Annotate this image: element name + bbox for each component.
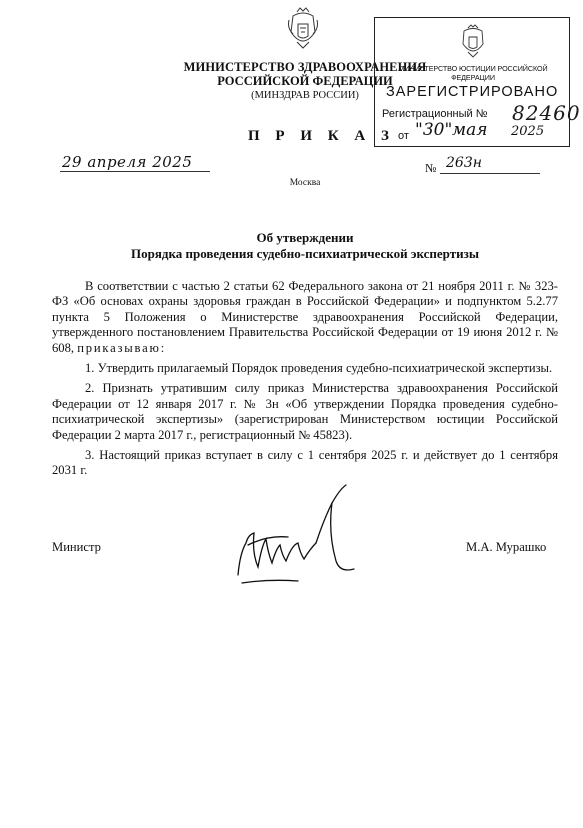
stamp-registration-label: Регистрационный №: [382, 108, 488, 120]
coat-of-arms-emblem: [285, 6, 321, 52]
item-1-paragraph: 1. Утвердить прилагаемый Порядок проведения судебно-психиатрической экспертизы.: [85, 361, 553, 376]
ministry-short-name: (МИНЗДРАВ РОССИИ): [251, 90, 359, 101]
order-title-line2: Порядка проведения судебно-психиатрической экспертизы: [131, 246, 479, 261]
stamp-date-month: мая: [452, 120, 488, 140]
preamble-text: В соответствии с частью 2 статьи 62 Федерального закона от 21 ноября 2011 г. № 323-ФЗ «Об основах охраны здоровья граждан в Российской Федерации» и подпунктом 5.2.77 пункта 5 Положения о Министерстве здравоохранения Российской Федерации, утвержденного постановлением Правительства Российской Федерации от 19 июня 2012 г. № 608,: [52, 279, 558, 355]
stamp-date-year: 2025: [511, 124, 545, 139]
order-body: [52, 279, 558, 484]
handwritten-signature: [228, 483, 364, 593]
stamp-emblem-icon: [458, 23, 488, 59]
stamp-organization: МИНИСТЕРСТВО ЮСТИЦИИ РОССИЙСКОЙ ФЕДЕРАЦИИ: [398, 64, 548, 82]
stamp-date-day: "30": [415, 120, 453, 140]
date-underline: [60, 171, 210, 172]
order-date: 29 апреля 2025: [62, 153, 193, 171]
decree-word: приказываю:: [77, 340, 167, 355]
stamp-date-prefix: от: [398, 130, 409, 142]
signer-name: М.А. Мурашко: [466, 540, 547, 554]
ministry-name-line2: РОССИЙСКОЙ ФЕДЕРАЦИИ: [217, 74, 393, 88]
order-number-sign: №: [425, 161, 437, 175]
item-2-paragraph: 2. Признать утратившим силу приказ Министерства здравоохранения Российской Федерации от 12 января 2017 г. № 3н «Об утверждении Порядка проведения судебно-психиатрической экспертизы» (зарегистрирован Министерством юстиции Российской Федерации 2 марта 2017 г., регистрационный № 45823).: [52, 381, 558, 442]
item-3-paragraph: 3. Настоящий приказ вступает в силу с 1 сентября 2025 г. и действует до 1 сентября 2031 г.: [52, 448, 558, 478]
order-number: 263н: [446, 155, 482, 171]
preamble-paragraph: [52, 279, 558, 356]
signer-position: Министр: [52, 540, 101, 554]
order-title-line1: Об утверждении: [256, 230, 354, 245]
number-underline: [440, 173, 540, 174]
stamp-title: ЗАРЕГИСТРИРОВАНО: [386, 84, 559, 100]
city-name: Москва: [289, 178, 321, 188]
document-type-heading: П Р И К А З: [248, 128, 395, 144]
stamp-registration-number: 82460: [512, 101, 581, 125]
ministry-name-line1: МИНИСТЕРСТВО ЗДРАВООХРАНЕНИЯ: [183, 60, 427, 74]
